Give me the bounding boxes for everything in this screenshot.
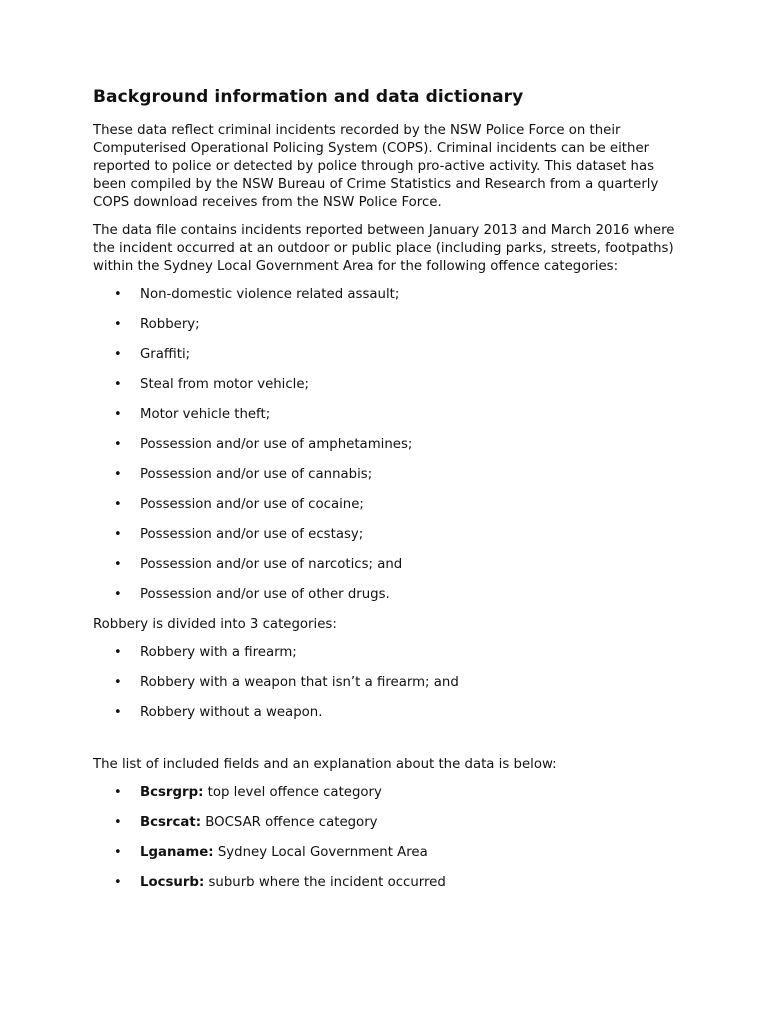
bullet-icon: •	[114, 557, 122, 572]
bullet-icon: •	[114, 675, 122, 690]
bullet-icon: •	[114, 705, 122, 720]
bullet-icon: •	[114, 467, 122, 482]
list-item	[93, 406, 683, 424]
document-page	[93, 86, 683, 904]
list-item-text: Possession and/or use of other drugs.	[140, 587, 390, 602]
field-description: Sydney Local Government Area	[213, 845, 428, 860]
list-item	[93, 674, 683, 692]
list-item-text: Possession and/or use of narcotics; and	[140, 557, 403, 572]
list-item-text: Possession and/or use of ecstasy;	[140, 527, 364, 542]
list-item	[93, 316, 683, 334]
bullet-icon: •	[114, 527, 122, 542]
bullet-icon: •	[114, 317, 122, 332]
scope-paragraph: The data file contains incidents reported between January 2013 and March 2016 where the incident occurred at an outdoor or public place (including parks, streets, footpaths) within the Sydney Local Government Area for the following offence categories:	[93, 223, 675, 274]
blank-line	[93, 734, 683, 756]
list-item-text: Robbery without a weapon.	[140, 705, 323, 720]
list-item-text: Robbery with a firearm;	[140, 645, 297, 660]
intro-paragraph: These data reflect criminal incidents recorded by the NSW Police Force on their Computerised Operational Policing System (COPS). Criminal incidents can be either reported to police or detected by police through pro-active activity. This dataset has been compiled by the NSW Bureau of Crime Statistics and Research from a quarterly COPS download receives from the NSW Police Force.	[93, 123, 659, 210]
list-item	[93, 436, 683, 454]
list-item-text: Possession and/or use of amphetamines;	[140, 437, 413, 452]
bullet-icon: •	[114, 287, 122, 302]
list-item-text: Motor vehicle theft;	[140, 407, 271, 422]
list-item	[93, 526, 683, 544]
list-item-text: Steal from motor vehicle;	[140, 377, 310, 392]
field-description: suburb where the incident occurred	[204, 875, 446, 890]
bullet-icon: •	[114, 815, 122, 830]
bullet-icon: •	[114, 437, 122, 452]
list-item-text: Possession and/or use of cannabis;	[140, 467, 373, 482]
bullet-icon: •	[114, 497, 122, 512]
field-description: top level offence category	[203, 785, 382, 800]
list-item	[93, 466, 683, 484]
list-item	[93, 814, 683, 832]
field-description: BOCSAR offence category	[201, 815, 378, 830]
list-item	[93, 644, 683, 662]
field-name: Bcsrgrp:	[140, 785, 204, 800]
list-item	[93, 704, 683, 722]
bullet-icon: •	[114, 785, 122, 800]
field-name: Lganame:	[140, 845, 214, 860]
bullet-icon: •	[114, 347, 122, 362]
field-name: Bcsrcat:	[140, 815, 202, 830]
robbery-category-list	[93, 644, 683, 722]
bullet-icon: •	[114, 645, 122, 660]
bullet-icon: •	[114, 377, 122, 392]
list-item	[93, 586, 683, 604]
robbery-intro: Robbery is divided into 3 categories:	[93, 617, 337, 632]
list-item	[93, 496, 683, 514]
document-title: Background information and data dictionary	[93, 87, 524, 107]
fields-intro: The list of included fields and an explanation about the data is below:	[93, 757, 557, 772]
field-list	[93, 784, 683, 892]
bullet-icon: •	[114, 845, 122, 860]
list-item	[93, 784, 683, 802]
list-item	[93, 376, 683, 394]
bullet-icon: •	[114, 875, 122, 890]
list-item-text: Possession and/or use of cocaine;	[140, 497, 364, 512]
list-item-text: Robbery;	[140, 317, 200, 332]
field-name: Locsurb:	[140, 875, 205, 890]
bullet-icon: •	[114, 587, 122, 602]
list-item-text: Graffiti;	[140, 347, 191, 362]
offence-category-list	[93, 286, 683, 604]
list-item	[93, 844, 683, 862]
list-item-text: Robbery with a weapon that isn’t a firearm; and	[140, 675, 459, 690]
list-item	[93, 286, 683, 304]
bullet-icon: •	[114, 407, 122, 422]
list-item	[93, 346, 683, 364]
list-item	[93, 556, 683, 574]
list-item	[93, 874, 683, 892]
list-item-text: Non-domestic violence related assault;	[140, 287, 400, 302]
